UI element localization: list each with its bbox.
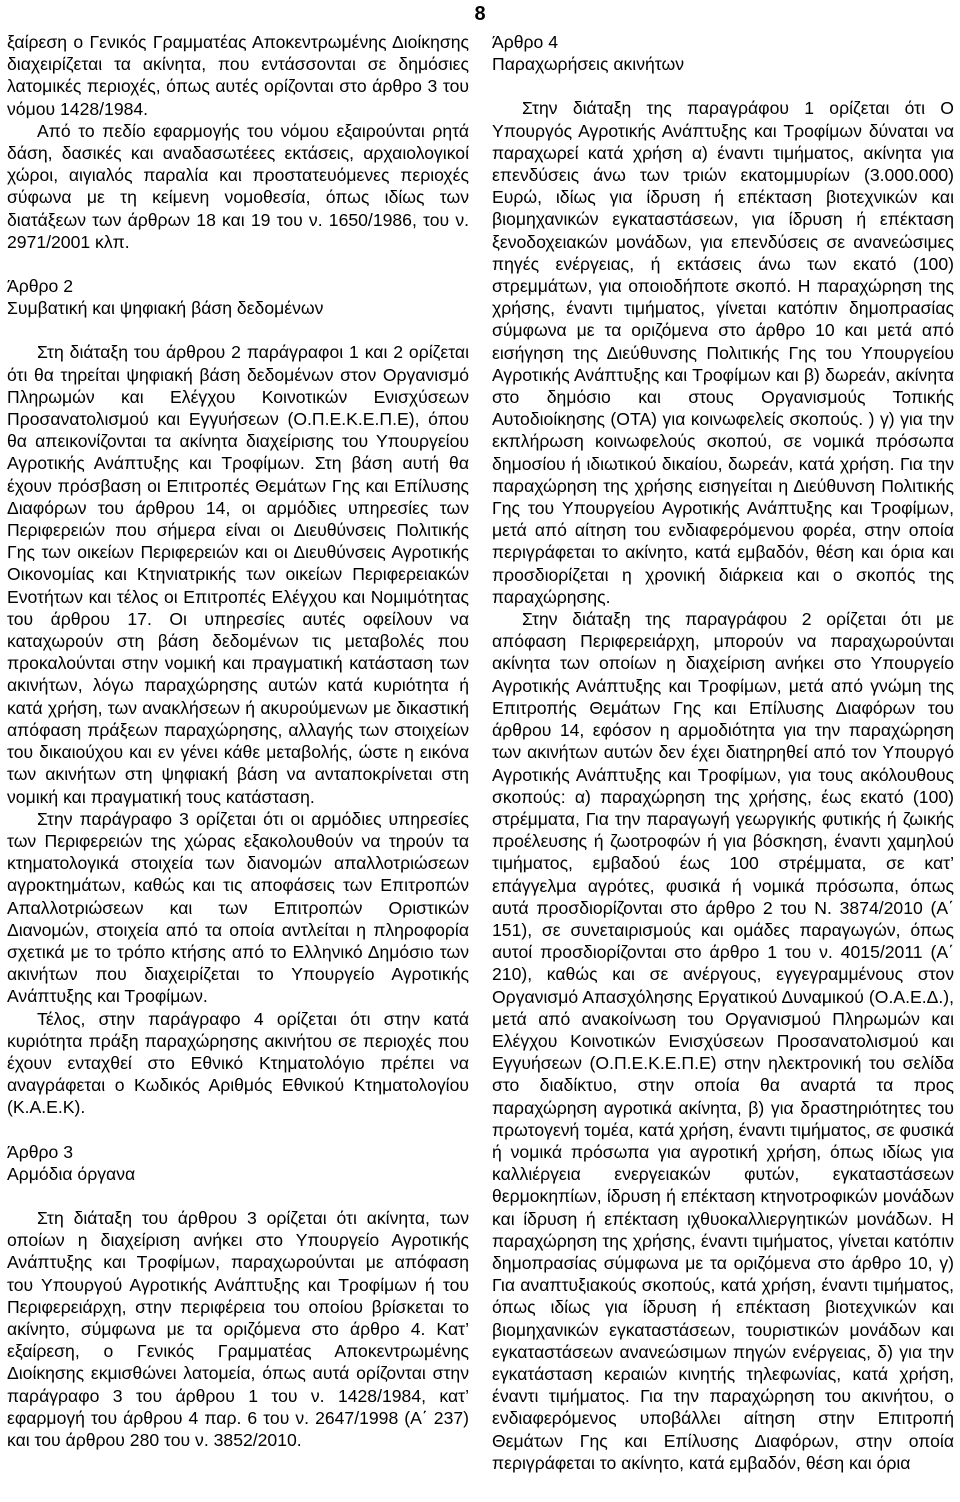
article-4-title: Άρθρο 4 <box>492 32 559 52</box>
paragraph: Από το πεδίο εφαρμογής του νόμου εξαιρούνται ρητά δάση, δασικές και αναδασωτέεες εκτάσεις, αρχαιολογικοί χώροι, αιγιαλός παραλία και προστατευόμενες περιοχές σύφωνα με τη κείμενη νομοθεσία, όπως ιδίως των διατάξεων των άρθρων 18 και 19 του ν. 1650/1986, του ν. 2971/2001 κλπ. <box>7 120 469 252</box>
paragraph: Στη διάταξη του άρθρου 2 παράγραφοι 1 και 2 ορίζεται ότι θα τηρείται ψηφιακή βάση δεδομένων στον Οργανισμό Πληρωμών και Ελέγχου Κοινοτικών Ενισχύσεων Προσανατολισμού και Εγγυήσεων (Ο.Π.Ε.Κ.Ε.Π.Ε), όπου θα απεικονίζονται τα ακίνητα διαχείρισης του Υπουργείου Αγροτικής Ανάπτυξης και Τροφίμων. Στη βάση αυτή θα έχουν πρόσβαση οι Επιτροπές Θεμάτων Γης και Επίλυσης Διαφόρων του άρθρου 14, οι αρμόδιες υπηρεσίες των Περιφερειών που σήμερα είναι οι Διευθύνσεις Πολιτικής Γης των οικείων Περιφερειών και οι Διευθύνσεις Αγροτικής Οικονομίας και Κτηνιατρικής των οικείων Περιφερειακών Ενοτήτων και τέλος οι Επιτροπές Ελέγχου και Νομιμότητας του άρθρου 17. Οι υπηρεσίες αυτές οφείλουν να καταχωρούν στη βάση δεδομένων τις μεταβολές που προκαλούνται στην νομική και πραγματική κατάσταση των ακινήτων, λόγω παραχώρησης αυτών κατά κυριότητα ή κατά χρήση, των ανακλήσεων ή ακυρούμενων με δικαστική απόφαση πράξεων παραχώρησης, αλλαγής των στοιχείων του δικαιούχου και εν γένει κάθε μεταβολής, ώστε η εικόνα των ακινήτων στη ψηφιακή βάση να ανταποκρίνεται στη νομική και πραγματική τους κατάσταση. <box>7 342 469 807</box>
paragraph: Στη διάταξη του άρθρου 3 ορίζεται ότι ακίνητα, των οποίων η διαχείριση ανήκει στο Υπουργείο Αγροτικής Ανάπτυξης και Τροφίμων, παραχωρούνται με απόφαση του Υπουργού Αγροτικής Ανάπτυξης και Τροφίμων ή του Περιφερειάρχη, στην περιφέρεια του οποίου βρίσκεται το ακίνητο, σύμφωνα με τα οριζόμενα στο άρθρο 4. Κατ’ εξαίρεση, ο Γενικός Γραμματέας Αποκεντρωμένης Διοίκησης εκμισθώνει λατομεία, όπως αυτά ορίζονται στην παράγραφο 3 του άρθρου 1 του ν. 1428/1984, κατ’ εφαρμογή του άρθρου 4 παρ. 6 του ν. 2647/1998 (Α΄ 237) και του άρθρου 280 του ν. 3852/2010. <box>7 1207 469 1450</box>
paragraph: Τέλος, στην παράγραφο 4 ορίζεται ότι στην κατά κυριότητα πράξη παραχώρησης ακινήτου σε περιοχές που έχουν ενταχθεί στο Εθνικό Κτηματολόγιο πρέπει να αναγράφεται ο Κωδικός Αριθμός Εθνικού Κτηματολογίου (Κ.Α.Ε.Κ). <box>7 1008 469 1118</box>
paragraph: Στην διάταξη της παραγράφου 2 ορίζεται ότι με απόφαση Περιφερειάρχη, μπορούν να παραχωρούνται ακίνητα των οποίων η διαχείριση ανήκει στο Υπουργείο Αγροτικής Ανάπτυξης και Τροφίμων, μετά από γνώμη της Επιτροπής Θεμάτων Γης και Επίλυσης Διαφόρων του άρθρου 14, εφόσον η αρμοδιότητα για την παραχώρηση των ακινήτων αυτών δεν έχει διατηρηθεί από τον Υπουργό Αγροτικής Ανάπτυξης και Τροφίμων, για τους ακόλουθους σκοπούς: α) παραχώρηση της χρήσης, έως εκατό (100) στρέμματα, Για την παραγωγή γεωργικής φυτικής ή ζωικής προέλευσης ή ζωοτροφών ή για βόσκηση, έναντι χαμηλού τιμήματος, εμβαδού έως 100 στρέμματα, σε κατ’ επάγγελμα αγρότες, φυσικά ή νομικά πρόσωπα, όπως αυτά προσδιορίζονται στο άρθρο 2 του Ν. 3874/2010 (Α΄ 151), σε συνεταιρισμούς και ομάδες παραγωγών, όπως αυτοί προσδιορίζονται στο άρθρο 1 του ν. 4015/2011 (Α΄ 210), καθώς και σε ανέργους, εγγεγραμμένους στον Οργανισμό Απασχόλησης Εργατικού Δυναμικού (Ο.Α.Ε.Δ.), μετά από ανακοίνωση του Οργανισμού Πληρωμών και Ελέγχου Κοινοτικών Ενισχύσεων Προσανατολισμού και Εγγυήσεων (Ο.Π.Ε.Κ.Ε.Π.Ε) στην ηλεκτρονική του σελίδα στο διαδίκτυο, στην οποία θα αναρτά τα προς παραχώρηση αγροτικά ακίνητα, β) για δραστηριότητες του πρωτογενή τομέα, κατά χρήση, έναντι τιμήματος, σε φυσικά ή νομικά πρόσωπα για αγροτική χρήση, όπως ιδίως για καλλιέργεια ενεργειακών φυτών, εγκαταστάσεων θερμοκηπίων, ίδρυση ή επέκταση κτηνοτροφικών μονάδων και ίδρυση ή επέκταση ιχθυοκαλλιεργητικών μονάδων. Η παραχώρηση της χρήσης, έναντι τιμήματος, γίνεται κατόπιν δημοπρασίας σύμφωνα με τα οριζόμενα στο άρθρο 10, γ) Για αναπτυξιακούς σκοπούς, κατά χρήση, έναντι τιμήματος, όπως ιδίως για ίδρυση ή επέκταση βιοτεχνικών και βιομηχανικών εγκαταστάσεων, τουριστικών μονάδων και εγκαταστάσεων ανανεώσιμων πηγών ενέργειας, δ) για την εγκατάσταση κεραιών κινητής τηλεφωνίας, κατά χρήση, έναντι τιμήματος. Για την παραχώρηση του ακινήτου, ο ενδιαφερόμενος υποβάλλει αίτηση στην Επιτροπή Θεμάτων Γης και Επίλυσης Διαφόρων, στην οποία περιγράφεται το ακίνητο, κατά εμβαδόν, θέση και όρια <box>492 609 954 1473</box>
article-3-subtitle: Αρμόδια όργανα <box>7 1163 136 1184</box>
article-3-title: Άρθρο 3 <box>7 1141 74 1162</box>
page-number: 8 <box>474 3 486 25</box>
paragraph: ξαίρεση ο Γενικός Γραμματέας Αποκεντρωμένης Διοίκησης διαχειρίζεται τα ακίνητα, που εντάσσονται σε δημόσιες λατομικές περιοχές, όπως αυτές ορίζονται στο άρθρο 3 του νόμου 1428/1984. <box>7 32 469 119</box>
paragraph: Στην παράγραφο 3 ορίζεται ότι οι αρμόδιες υπηρεσίες των Περιφερειών της χώρας εξακολουθούν να τηρούν τα κτηματολογικά στοιχεία των διανομών απαλλοτριώσεων αγροκτημάτων, καθώς και τις αποφάσεις των Επιτροπών Απαλλοτριώσεων και των Επιτροπών Οριστικών Διανομών, στοιχεία από τα οποία αντλείται η πληροφορία σχετικά με το τρόπο κτήσης από το Ελληνικό Δημόσιο των ακινήτων που διαχειρίζεται το Υπουργείο Αγροτικής Ανάπτυξης και Τροφίμων. <box>7 808 469 1007</box>
article-4-subtitle: Παραχωρήσεις ακινήτων <box>492 54 685 75</box>
article-2-title: Άρθρο 2 <box>7 276 74 297</box>
article-2-subtitle: Συμβατική και ψηφιακή βάση δεδομένων <box>7 298 324 319</box>
paragraph: Στην διάταξη της παραγράφου 1 ορίζεται ότι Ο Υπουργός Αγροτικής Ανάπτυξης και Τροφίμων δύναται να παραχωρεί κατά χρήση α) έναντι τιμήματος, ακίνητα για επενδύσεις άνω των τριών εκατομμυρίων (3.000.000) Ευρώ, ιδίως για ίδρυση ή επέκταση βιοτεχνικών και βιομηχανικών εγκαταστάσεων, για ίδρυση ή επέκταση ξενοδοχειακών μονάδων, για επενδύσεις σε ανανεώσιμες πηγές ενέργειας, ή εκτάσεις άνω των εκατό (100) στρεμμάτων, για οποιοδήποτε σκοπό. Η παραχώρηση της χρήσης, έναντι τιμήματος, γίνεται κατόπιν δημοπρασίας σύμφωνα με τα οριζόμενα στο άρθρο 10 και μετά από εισήγηση της Διεύθυνσης Πολιτικής Γης του Υπουργείου Αγροτικής Ανάπτυξης και Τροφίμων και β) δωρεάν, ακίνητα στο δημόσιο και στους Οργανισμούς Τοπικής Αυτοδιοίκησης (ΟΤΑ) για κοινωφελείς σκοπούς. ) γ) για την εκπλήρωση κοινωφελούς σκοπού, σε νομικά πρόσωπα δημοσίου ή ιδιωτικού δικαίου, δωρεάν, κατά χρήση. Για την παραχώρηση της χρήσης εισηγείται η Διεύθυνση Πολιτικής Γης του Υπουργείου Αγροτικής Ανάπτυξης και Τροφίμων, μετά από αίτηση του ενδιαφερόμενου φορέα, στην οποία περιγράφεται το ακίνητο, κατά εμβαδόν, θέση και όρια και προσδιορίζεται η χρονική διάρκεια και ο σκοπός της παραχώρησης. <box>492 98 954 607</box>
right-column <box>492 31 954 1474</box>
left-column <box>7 31 469 1451</box>
